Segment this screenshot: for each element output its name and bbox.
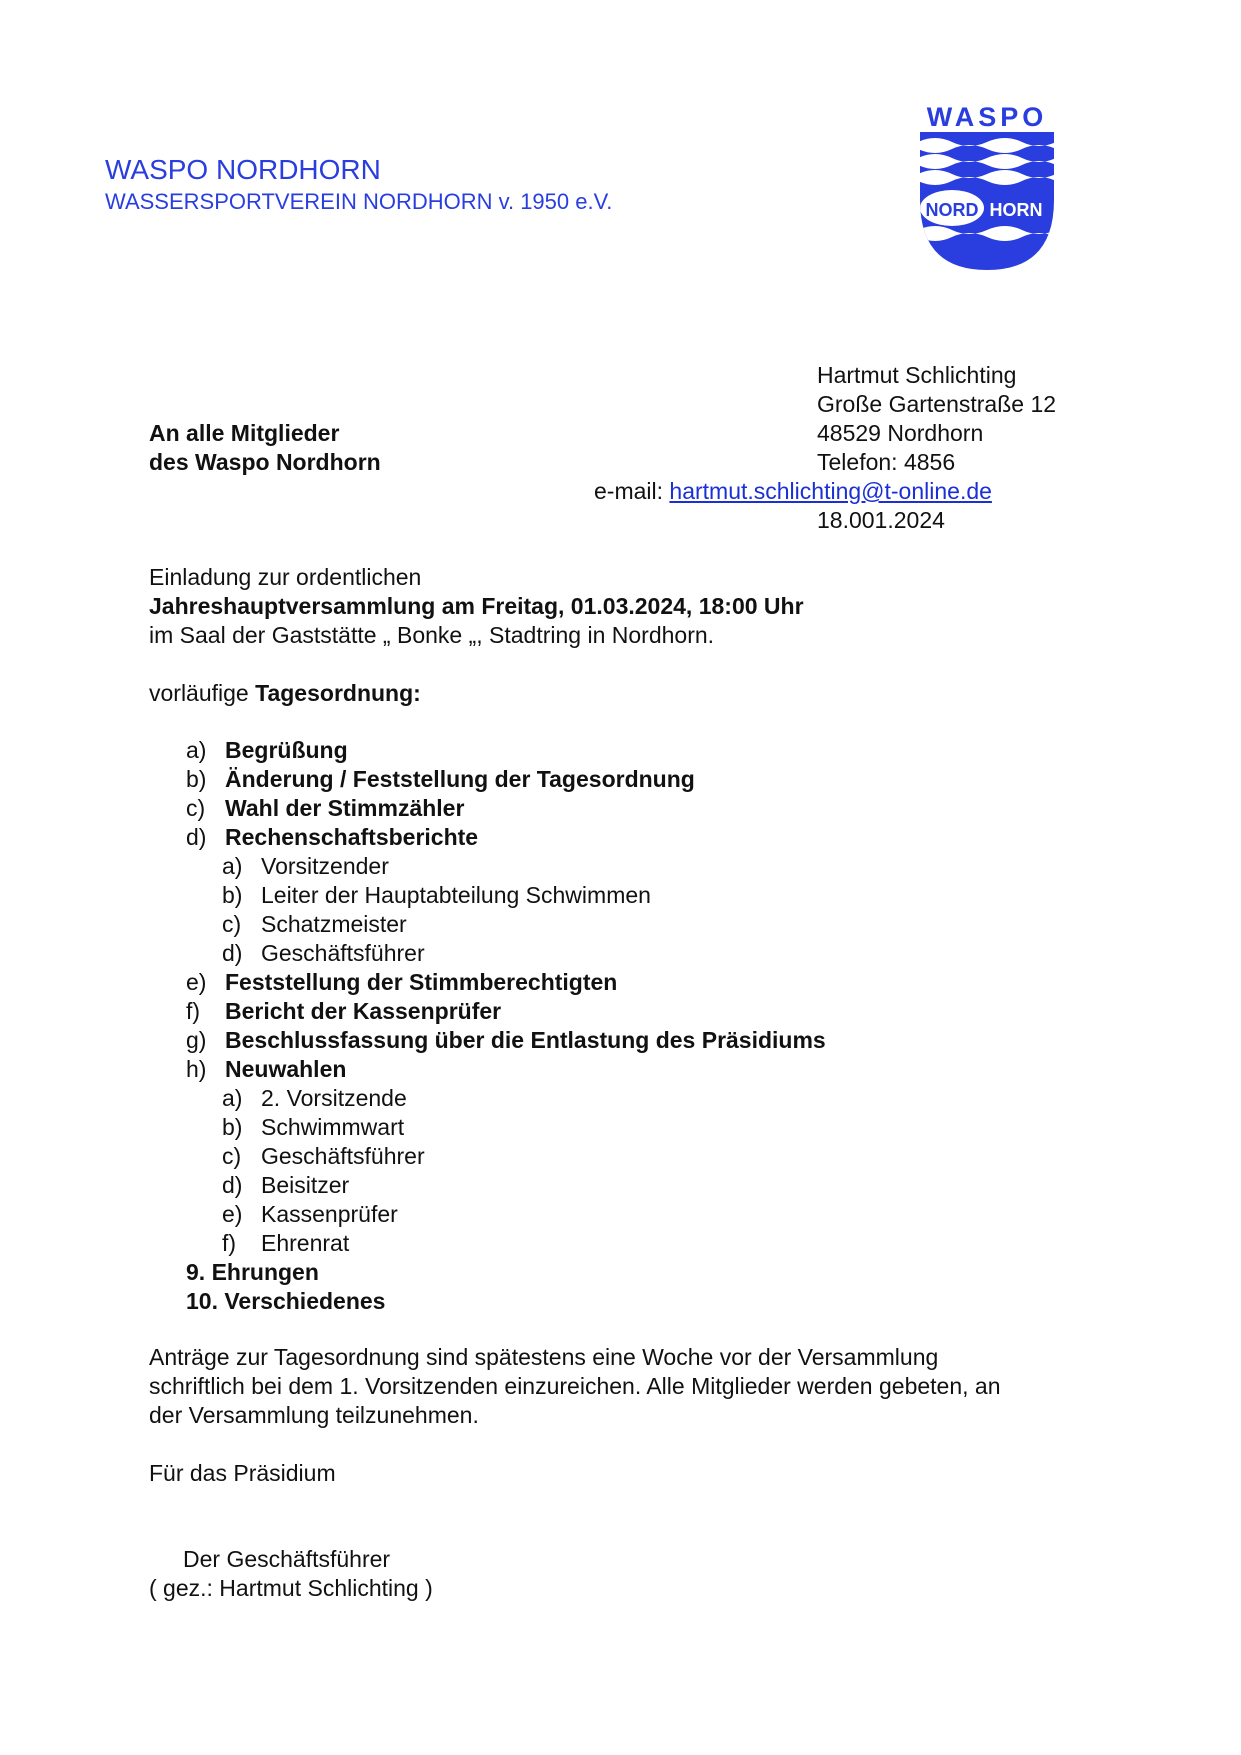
agenda-item-text: Rechenschaftsberichte (225, 824, 479, 850)
closing-line-2: schriftlich bei dem 1. Vorsitzenden einzureichen. Alle Mitglieder werden gebeten, an (149, 1373, 1001, 1399)
agenda-subitem-text: Ehrenrat (261, 1230, 350, 1256)
agenda-subitem-label: a) (222, 853, 243, 879)
agenda-subitem-label: e) (222, 1201, 243, 1227)
agenda-subitem-label: c) (222, 911, 242, 937)
agenda-subitem-text: Vorsitzender (261, 853, 389, 879)
agenda-item-text: 10. Verschiedenes (186, 1288, 386, 1314)
agenda-item-text: Beschlussfassung über die Entlastung des Präsidiums (225, 1027, 826, 1053)
agenda-intro (149, 679, 421, 708)
agenda-intro-prefix: vorläufige (149, 680, 249, 706)
recipient-block (149, 419, 381, 477)
agenda-subitem-label: c) (222, 1143, 242, 1169)
agenda-subitem-text: Leiter der Hauptabteilung Schwimmen (261, 882, 651, 908)
agenda-item-text: Feststellung der Stimmberechtigten (225, 969, 618, 995)
invitation-block (149, 563, 804, 650)
agenda-item-text: Neuwahlen (225, 1056, 347, 1082)
recipient-line-2: des Waspo Nordhorn (149, 449, 381, 475)
agenda-subitem-text: Geschäftsführer (261, 1143, 425, 1169)
agenda-subitem-text: Kassenprüfer (261, 1201, 398, 1227)
agenda-subitem-text: Schatzmeister (261, 911, 407, 937)
agenda-subitem-label: a) (222, 1085, 243, 1111)
agenda-item-label: h) (186, 1056, 207, 1082)
agenda-item-label: a) (186, 737, 207, 763)
signature-role: Der Geschäftsführer (183, 1546, 391, 1572)
invitation-line-1: Einladung zur ordentlichen (149, 564, 422, 590)
agenda-subitem-text: Geschäftsführer (261, 940, 425, 966)
sender-city: 48529 Nordhorn (817, 420, 984, 446)
invitation-location: im Saal der Gaststätte „ Bonke „, Stadtring in Nordhorn. (149, 622, 715, 648)
agenda-item-label: b) (186, 766, 207, 792)
signature-name: ( gez.: Hartmut Schlichting ) (149, 1575, 433, 1601)
email-label: e-mail: (594, 478, 664, 504)
waspo-logo (918, 100, 1056, 272)
agenda-subitem-text: 2. Vorsitzende (261, 1085, 407, 1111)
closing-line-1: Anträge zur Tagesordnung sind spätestens eine Woche vor der Versammlung (149, 1344, 939, 1370)
recipient-line-1: An alle Mitglieder (149, 420, 340, 446)
agenda-subitem-label: d) (222, 940, 243, 966)
agenda-subitem-label: f) (222, 1230, 237, 1256)
letter-date: 18.001.2024 (817, 507, 945, 533)
agenda-item-label: g) (186, 1027, 207, 1053)
club-full-name: WASSERSPORTVEREIN NORDHORN v. 1950 e.V. (105, 189, 613, 214)
club-name: WASPO NORDHORN (105, 154, 381, 185)
closing-paragraph (149, 1343, 1001, 1430)
email-link[interactable]: hartmut.schlichting@t-online.de (669, 478, 992, 504)
agenda-item-label: f) (186, 998, 201, 1024)
invitation-meeting: Jahreshauptversammlung am Freitag, 01.03.2024, 18:00 Uhr (149, 593, 804, 619)
agenda-item-label: d) (186, 824, 207, 850)
agenda-item-label: e) (186, 969, 207, 995)
agenda-intro-title: Tagesordnung: (255, 680, 421, 706)
agenda-item-text: 9. Ehrungen (186, 1259, 319, 1285)
agenda-item-text: Änderung / Feststellung der Tagesordnung (225, 766, 695, 792)
sender-email-line (594, 477, 992, 506)
agenda-subitem-text: Schwimmwart (261, 1114, 405, 1140)
agenda-item-text: Wahl der Stimmzähler (225, 795, 465, 821)
agenda-item-text: Begrüßung (225, 737, 348, 763)
agenda-subitem-text: Beisitzer (261, 1172, 350, 1198)
agenda-subitem-label: b) (222, 882, 243, 908)
sender-phone: Telefon: 4856 (817, 449, 956, 475)
agenda-item-text: Bericht der Kassenprüfer (225, 998, 502, 1024)
sender-address (817, 361, 1056, 477)
agenda-item-label: c) (186, 795, 206, 821)
for-board: Für das Präsidium (149, 1460, 336, 1486)
logo-left-text: NORD (925, 200, 979, 220)
logo-right-text: HORN (989, 200, 1043, 220)
logo-top-text: WASPO (926, 102, 1048, 132)
sender-name: Hartmut Schlichting (817, 362, 1017, 388)
agenda-subitem-label: d) (222, 1172, 243, 1198)
agenda-subitem-label: b) (222, 1114, 243, 1140)
closing-line-3: der Versammlung teilzunehmen. (149, 1402, 479, 1428)
sender-street: Große Gartenstraße 12 (817, 391, 1057, 417)
